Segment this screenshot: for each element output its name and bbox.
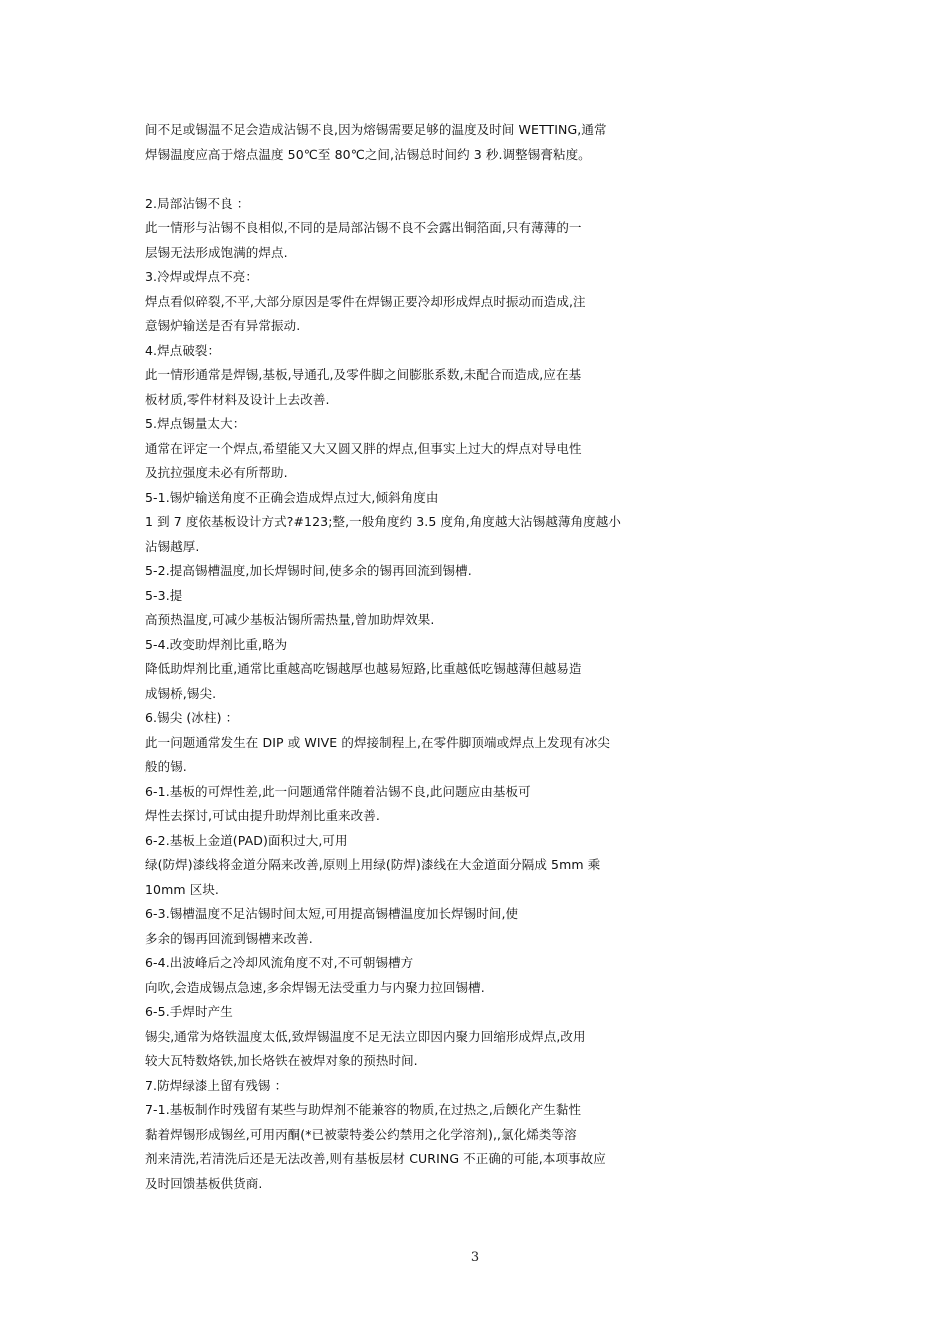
text-line: 沾锡越厚. <box>145 538 200 554</box>
text-line: 7.防焊绿漆上留有残锡 ： <box>145 1077 288 1093</box>
text-line: 及抗拉强度未必有所帮助. <box>145 465 288 480</box>
text-line: 1 到 7 度依基板设计方式?#123;整,一般角度约 3.5 度角,角度越大沾锡越薄角度越小 <box>145 514 621 529</box>
text-line: 4.焊点破裂： <box>145 342 221 358</box>
text-line: 剂来清洗,若清洗后还是无法改善,则有基板层材 CURING 不正确的可能,本项事故应 <box>145 1151 606 1166</box>
blank-line <box>145 167 685 192</box>
text-line: 绿(防焊)漆线将金道分隔来改善,原则上用绿(防焊)漆线在大金道面分隔成 5mm 乘 <box>145 857 601 872</box>
text-line: 焊性去探讨,可试由提升助焊剂比重来改善. <box>145 808 380 823</box>
text-line: 焊锡温度应高于熔点温度 50℃至 80℃之间,沾锡总时间约 3 秒.调整锡膏粘度。 <box>145 146 591 162</box>
text-line: 成锡桥,锡尖. <box>145 685 217 701</box>
text-line: 6-2.基板上金道(PAD)面积过大,可用 <box>145 832 348 848</box>
text-line: 锡尖,通常为烙铁温度太低,致焊锡温度不足无法立即因内聚力回缩形成焊点,改用 <box>145 1028 586 1044</box>
text-line: 较大瓦特数烙铁,加长烙铁在被焊对象的预热时间. <box>145 1053 418 1068</box>
text-line: 多余的锡再回流到锡槽来改善. <box>145 930 313 946</box>
text-line: 此一问题通常发生在 DIP 或 WIVE 的焊接制程上,在零件脚顶端或焊点上发现有冰尖 <box>145 734 611 750</box>
text-line: 焊点看似碎裂,不平,大部分原因是零件在焊锡正要冷却形成焊点时振动而造成,注 <box>145 293 586 309</box>
text-line: 此一情形与沾锡不良相似,不同的是局部沾锡不良不会露出铜箔面,只有薄薄的一 <box>145 220 582 235</box>
text-line: 般的锡. <box>145 759 187 774</box>
text-line: 6-5.手焊时产生 <box>145 1004 233 1019</box>
text-line: 间不足或锡温不足会造成沾锡不良,因为熔锡需要足够的温度及时间 WETTING,通常 <box>145 122 607 137</box>
text-line: 板材质,零件材料及设计上去改善. <box>145 391 330 407</box>
text-line: 6-1.基板的可焊性差,此一问题通常伴随着沾锡不良,此问题应由基板可 <box>145 783 531 799</box>
text-line: 层锡无法形成饱满的焊点. <box>145 244 288 260</box>
text-line: 6-4.出波峰后之冷却风流角度不对,不可朝锡槽方 <box>145 955 414 970</box>
text-line: 黏着焊锡形成锡丝,可用丙酮(*已被蒙特娄公约禁用之化学溶剂),,氯化烯类等溶 <box>145 1126 577 1142</box>
text-line: 7-1.基板制作时残留有某些与助焊剂不能兼容的物质,在过热之,后餪化产生黏性 <box>145 1102 582 1117</box>
text-line: 10mm 区块. <box>145 881 220 897</box>
page-body-text <box>145 118 685 1196</box>
text-line: 5-4.改变助焊剂比重,略为 <box>145 636 288 652</box>
text-line: 5-3.提 <box>145 587 183 603</box>
text-line: 高预热温度,可减少基板沾锡所需热量,曾加助焊效果. <box>145 612 435 627</box>
text-line: 3.冷焊或焊点不亮： <box>145 269 258 284</box>
text-line: 6.锡尖 (冰柱) ： <box>145 710 239 725</box>
text-line: 5-1.锡炉输送角度不正确会造成焊点过大,倾斜角度由 <box>145 489 439 505</box>
text-line: 向吹,会造成锡点急速,多余焊锡无法受重力与内聚力拉回锡槽. <box>145 979 485 995</box>
text-line: 5-2.提高锡槽温度,加长焊锡时间,使多余的锡再回流到锡槽. <box>145 563 472 578</box>
text-line: 6-3.锡槽温度不足沾锡时间太短,可用提高锡槽温度加长焊锡时间,使 <box>145 906 519 921</box>
page-number: 3 <box>470 1250 480 1265</box>
text-line: 意锡炉输送是否有异常振动. <box>145 318 301 333</box>
text-line: 降低助焊剂比重,通常比重越高吃锡越厚也越易短路,比重越低吃锡越薄但越易造 <box>145 661 582 676</box>
text-line: 5.焊点锡量太大： <box>145 416 246 431</box>
text-line: 及时回馈基板供货商. <box>145 1175 263 1191</box>
text-line: 此一情形通常是焊锡,基板,导通孔,及零件脚之间膨胀系数,未配合而造成,应在基 <box>145 367 582 382</box>
text-line: 通常在评定一个焊点,希望能又大又圆又胖的焊点,但事实上过大的焊点对导电性 <box>145 440 582 456</box>
text-line: 2.局部沾锡不良 ： <box>145 195 250 211</box>
